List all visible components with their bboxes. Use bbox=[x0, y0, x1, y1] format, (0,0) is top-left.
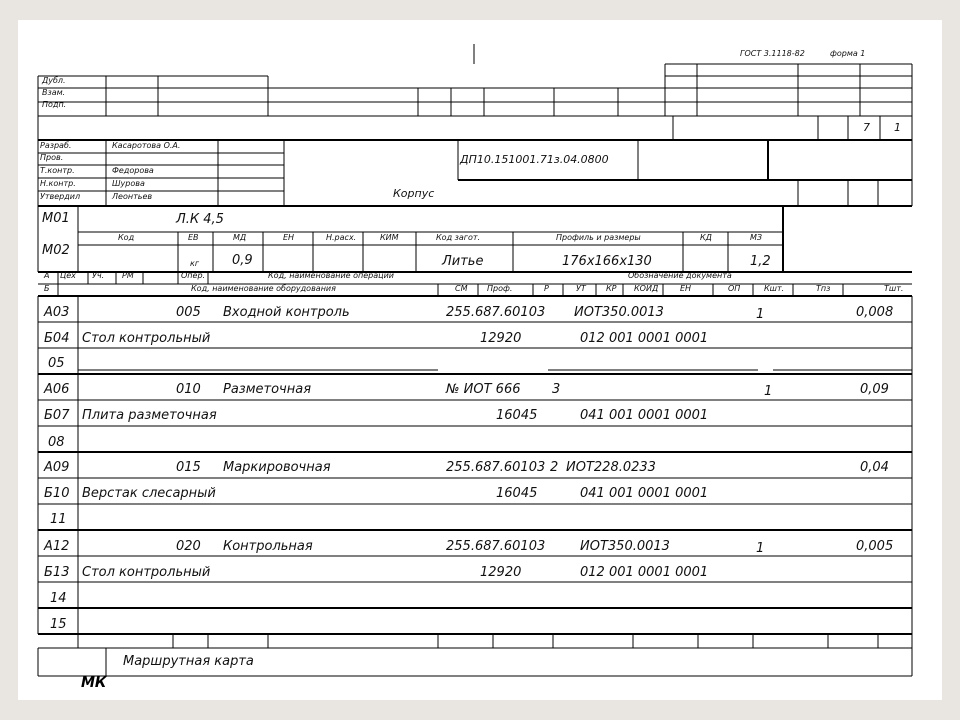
op-mid: 3 bbox=[552, 382, 561, 397]
op-time: 0,008 bbox=[856, 305, 894, 320]
mat-header: МЗ bbox=[750, 233, 763, 242]
stamp-podp: Подп. bbox=[42, 100, 67, 109]
row-number: А12 bbox=[44, 539, 70, 554]
op-code: 255.687.60103 bbox=[446, 539, 546, 554]
sig-role: Утвердил bbox=[40, 192, 81, 201]
op-number: 005 bbox=[176, 305, 201, 320]
col-equipment: Код, наименование оборудования bbox=[191, 284, 336, 293]
row-number: 11 bbox=[50, 512, 67, 527]
op-number: 015 bbox=[176, 460, 201, 475]
row-number: 05 bbox=[48, 356, 65, 371]
col-rm: РМ bbox=[122, 271, 134, 280]
op-doc: ИОТ350.0013 bbox=[580, 539, 670, 554]
op-code: 255.687.60103 bbox=[446, 305, 546, 320]
sig-role: Разраб. bbox=[40, 141, 72, 150]
col-ut: УТ bbox=[576, 284, 586, 293]
row-number: 14 bbox=[50, 591, 67, 606]
op-doc: ИОТ228.0233 bbox=[566, 460, 656, 475]
sig-name: Касаротова О.А. bbox=[112, 141, 181, 150]
stamp-vzam: Взам. bbox=[42, 88, 66, 97]
op-number: 010 bbox=[176, 382, 201, 397]
sig-name: Федорова bbox=[112, 166, 154, 175]
col-sm: СМ bbox=[455, 284, 468, 293]
sig-role: Н.контр. bbox=[40, 179, 76, 188]
sig-name: Шурова bbox=[112, 179, 145, 188]
mat-header: ЕВ bbox=[188, 233, 199, 242]
m01-label: М01 bbox=[42, 211, 70, 226]
form-grid-lines bbox=[18, 20, 942, 700]
form-title: Маршрутная карта bbox=[123, 654, 254, 669]
mat-header: Н.расх. bbox=[326, 233, 357, 242]
row-number: А09 bbox=[44, 460, 70, 475]
equipment-code: 12920 bbox=[480, 565, 522, 580]
mat-blank: Литье bbox=[442, 254, 484, 269]
op-name: Разметочная bbox=[223, 382, 312, 397]
route-card-sheet bbox=[18, 20, 942, 700]
form-number: форма 1 bbox=[830, 49, 866, 58]
m02-label: М02 bbox=[42, 243, 70, 258]
equipment-name: Стол контрольный bbox=[82, 331, 211, 346]
op-time: 0,09 bbox=[860, 382, 889, 397]
op-name: Маркировочная bbox=[223, 460, 331, 475]
col-op-name: Код, наименование операции bbox=[268, 271, 394, 280]
col-uch: Уч. bbox=[92, 271, 105, 280]
stamp-dubl: Дубл. bbox=[42, 76, 66, 85]
row-number: Б07 bbox=[44, 408, 70, 423]
mat-header: КД bbox=[700, 233, 712, 242]
sig-role: Т.контр. bbox=[40, 166, 75, 175]
col-ksht: Кшт. bbox=[764, 284, 785, 293]
row-number: Б04 bbox=[44, 331, 70, 346]
col-cex: Цех bbox=[60, 271, 76, 280]
op-koef: 1 bbox=[764, 384, 773, 399]
col-a: А bbox=[44, 271, 50, 280]
form-type-code: МК bbox=[81, 675, 107, 691]
op-time: 0,005 bbox=[856, 539, 894, 554]
op-koef: 1 bbox=[756, 541, 765, 556]
col-oper: Опер. bbox=[181, 271, 206, 280]
col-tpz: Тпз bbox=[816, 284, 831, 293]
mat-header: КИМ bbox=[380, 233, 399, 242]
row-number: Б10 bbox=[44, 486, 70, 501]
col-r: Р bbox=[544, 284, 549, 293]
sheet-number: 7 bbox=[863, 121, 870, 134]
mat-header: ЕН bbox=[283, 233, 295, 242]
mat-profile: 176x166x130 bbox=[562, 254, 652, 269]
equipment-code: 16045 bbox=[496, 486, 538, 501]
doc-code: ДП10.151001.71з.04.0800 bbox=[460, 153, 609, 166]
col-b: Б bbox=[44, 284, 50, 293]
col-en: ЕН bbox=[680, 284, 692, 293]
op-name: Входной контроль bbox=[223, 305, 350, 320]
sheets-total: 1 bbox=[894, 121, 901, 134]
col-prof: Проф. bbox=[487, 284, 513, 293]
equipment-doc: 041 001 0001 0001 bbox=[580, 408, 709, 423]
sig-role: Пров. bbox=[40, 153, 64, 162]
row-number: А06 bbox=[44, 382, 70, 397]
row-number: 08 bbox=[48, 435, 65, 450]
col-op: ОП bbox=[728, 284, 741, 293]
gost-label: ГОСТ 3.1118-82 bbox=[740, 49, 805, 58]
op-number: 020 bbox=[176, 539, 201, 554]
equipment-name: Плита разметочная bbox=[82, 408, 217, 423]
op-code: № ИОТ 666 bbox=[446, 382, 521, 397]
equipment-doc: 041 001 0001 0001 bbox=[580, 486, 709, 501]
row-number: Б13 bbox=[44, 565, 70, 580]
op-koef: 1 bbox=[756, 307, 765, 322]
equipment-name: Верстак слесарный bbox=[82, 486, 216, 501]
part-name: Корпус bbox=[393, 187, 435, 200]
col-koid: КОИД bbox=[634, 284, 659, 293]
equipment-code: 12920 bbox=[480, 331, 522, 346]
mat-md: 0,9 bbox=[232, 253, 253, 268]
op-name: Контрольная bbox=[223, 539, 313, 554]
equipment-name: Стол контрольный bbox=[82, 565, 211, 580]
mat-header: МД bbox=[233, 233, 247, 242]
op-time: 0,04 bbox=[860, 460, 889, 475]
mat-header: Код загот. bbox=[436, 233, 481, 242]
col-tsht: Тшт. bbox=[884, 284, 904, 293]
op-code: 255.687.60103 bbox=[446, 460, 546, 475]
op-doc: ИОТ350.0013 bbox=[574, 305, 664, 320]
col-kr: КР bbox=[606, 284, 617, 293]
col-doc: Обозначение документа bbox=[628, 271, 732, 280]
sig-name: Леонтьев bbox=[112, 192, 153, 201]
mat-header: Профиль и размеры bbox=[556, 233, 641, 242]
op-mid: 2 bbox=[550, 460, 559, 475]
row-number: А03 bbox=[44, 305, 70, 320]
equipment-doc: 012 001 0001 0001 bbox=[580, 565, 709, 580]
mat-header: Код bbox=[118, 233, 135, 242]
m01-value: Л.К 4,5 bbox=[176, 212, 224, 227]
mat-mz: 1,2 bbox=[750, 254, 771, 269]
equipment-doc: 012 001 0001 0001 bbox=[580, 331, 709, 346]
equipment-code: 16045 bbox=[496, 408, 538, 423]
row-number: 15 bbox=[50, 617, 67, 632]
mat-ev: кг bbox=[190, 259, 200, 268]
